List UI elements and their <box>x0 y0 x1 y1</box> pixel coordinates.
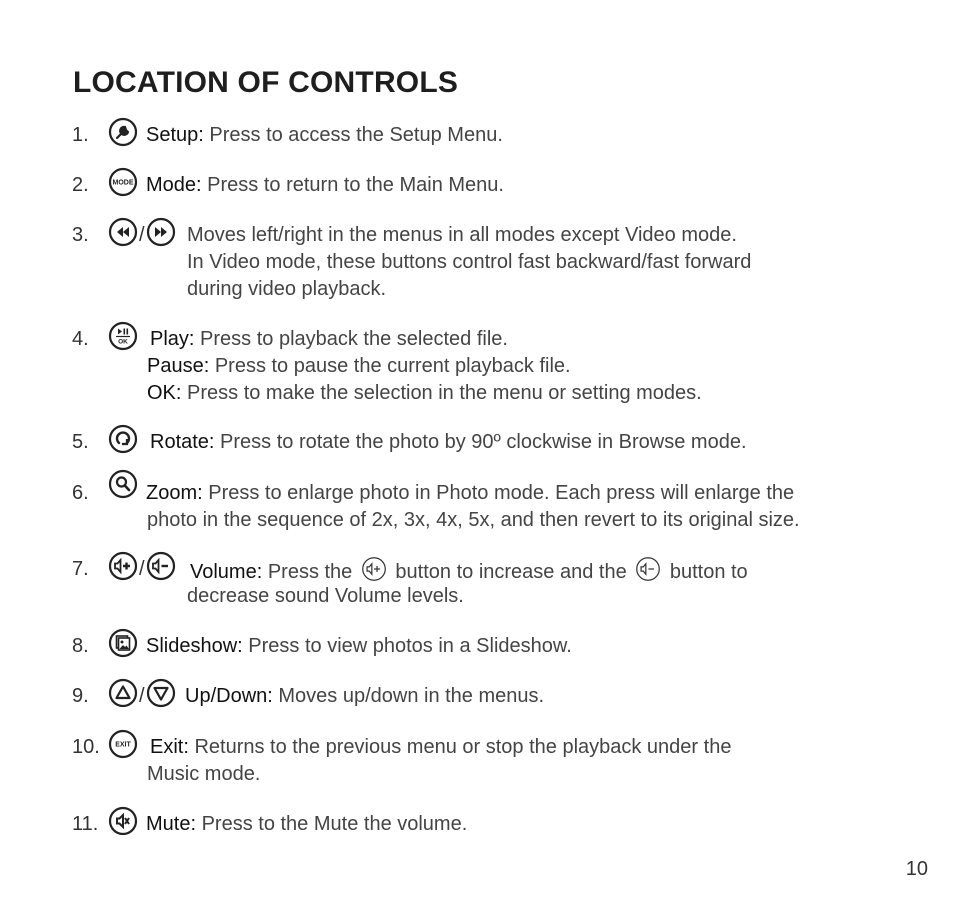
item-number: 5. <box>72 431 89 453</box>
item-number: 3. <box>72 224 89 246</box>
term-rotate: Rotate: <box>150 431 215 453</box>
play-pause-ok-icon <box>108 321 138 359</box>
wrench-icon <box>108 117 138 155</box>
term-pause: Pause: <box>147 355 210 377</box>
term-up-down: Up/Down: <box>185 685 273 707</box>
volume-up-icon <box>108 551 138 589</box>
item-number: 10. <box>72 736 100 758</box>
svg-text:MODE: MODE <box>112 179 134 186</box>
desc-mute: Press to the Mute the volume. <box>196 813 468 835</box>
desc-slideshow: Press to view photos in a Slideshow. <box>242 635 572 657</box>
term-zoom: Zoom: <box>146 482 203 504</box>
term-volume: Volume: <box>190 561 263 583</box>
desc-play: Press to playback the selected file. <box>194 328 508 350</box>
mode-icon <box>108 167 138 205</box>
desc-volume-3: button to <box>664 561 748 583</box>
term-mode: Mode: <box>146 174 202 196</box>
svg-text:EXIT: EXIT <box>115 741 131 748</box>
term-mute: Mute: <box>146 813 197 835</box>
item-number: 2. <box>72 174 89 196</box>
slash-separator: / <box>139 558 145 580</box>
slash-separator: / <box>139 224 145 246</box>
desc-volume-4: decrease sound Volume levels. <box>187 585 464 607</box>
term-slideshow: Slideshow: <box>146 635 243 657</box>
desc-setup: Press to access the Setup Menu. <box>203 124 503 146</box>
desc-rotate: Press to rotate the photo by 90º clockwise in Browse mode. <box>214 431 747 453</box>
exit-icon <box>108 729 138 767</box>
up-icon <box>108 678 138 716</box>
item-number: 1. <box>72 124 89 146</box>
desc-exit-1: Returns to the previous menu or stop the playback under the <box>188 736 732 758</box>
desc-volume-2: button to increase and the <box>389 561 633 583</box>
zoom-icon <box>108 469 138 507</box>
volume-down-inline-icon <box>634 556 662 590</box>
term-ok: OK: <box>147 382 182 404</box>
page-title: LOCATION OF CONTROLS <box>73 66 459 99</box>
slideshow-icon <box>108 628 138 666</box>
item-number: 6. <box>72 482 89 504</box>
item-number: 11. <box>72 813 99 835</box>
desc-up-down: Moves up/down in the menus. <box>272 685 545 707</box>
desc-left-right-1: Moves left/right in the menus in all modes except Video mode. <box>187 224 737 246</box>
page-number: 10 <box>905 858 928 880</box>
desc-zoom-1: Press to enlarge photo in Photo mode. Each press will enlarge the <box>202 482 795 504</box>
rewind-icon <box>108 217 138 255</box>
desc-volume-1: Press the <box>262 561 358 583</box>
mute-icon <box>108 806 138 844</box>
term-setup: Setup: <box>146 124 204 146</box>
desc-left-right-3: during video playback. <box>187 278 387 300</box>
desc-zoom-2: photo in the sequence of 2x, 3x, 4x, 5x, and then revert to its original size. <box>147 509 800 531</box>
desc-pause: Press to pause the current playback file. <box>209 355 571 377</box>
term-exit: Exit: <box>150 736 189 758</box>
item-number: 9. <box>72 685 89 707</box>
desc-left-right-2: In Video mode, these buttons control fast backward/fast forward <box>187 251 752 273</box>
desc-exit-2: Music mode. <box>147 763 261 785</box>
item-number: 8. <box>72 635 89 657</box>
item-number: 4. <box>72 328 89 350</box>
fast-forward-icon <box>146 217 176 255</box>
volume-down-icon <box>146 551 176 589</box>
desc-mode: Press to return to the Main Menu. <box>201 174 504 196</box>
down-icon <box>146 678 176 716</box>
item-number: 7. <box>72 558 89 580</box>
desc-ok: Press to make the selection in the menu or setting modes. <box>181 382 702 404</box>
term-play: Play: <box>150 328 195 350</box>
rotate-icon <box>108 424 138 462</box>
svg-text:OK: OK <box>118 338 128 345</box>
slash-separator: / <box>139 685 145 707</box>
